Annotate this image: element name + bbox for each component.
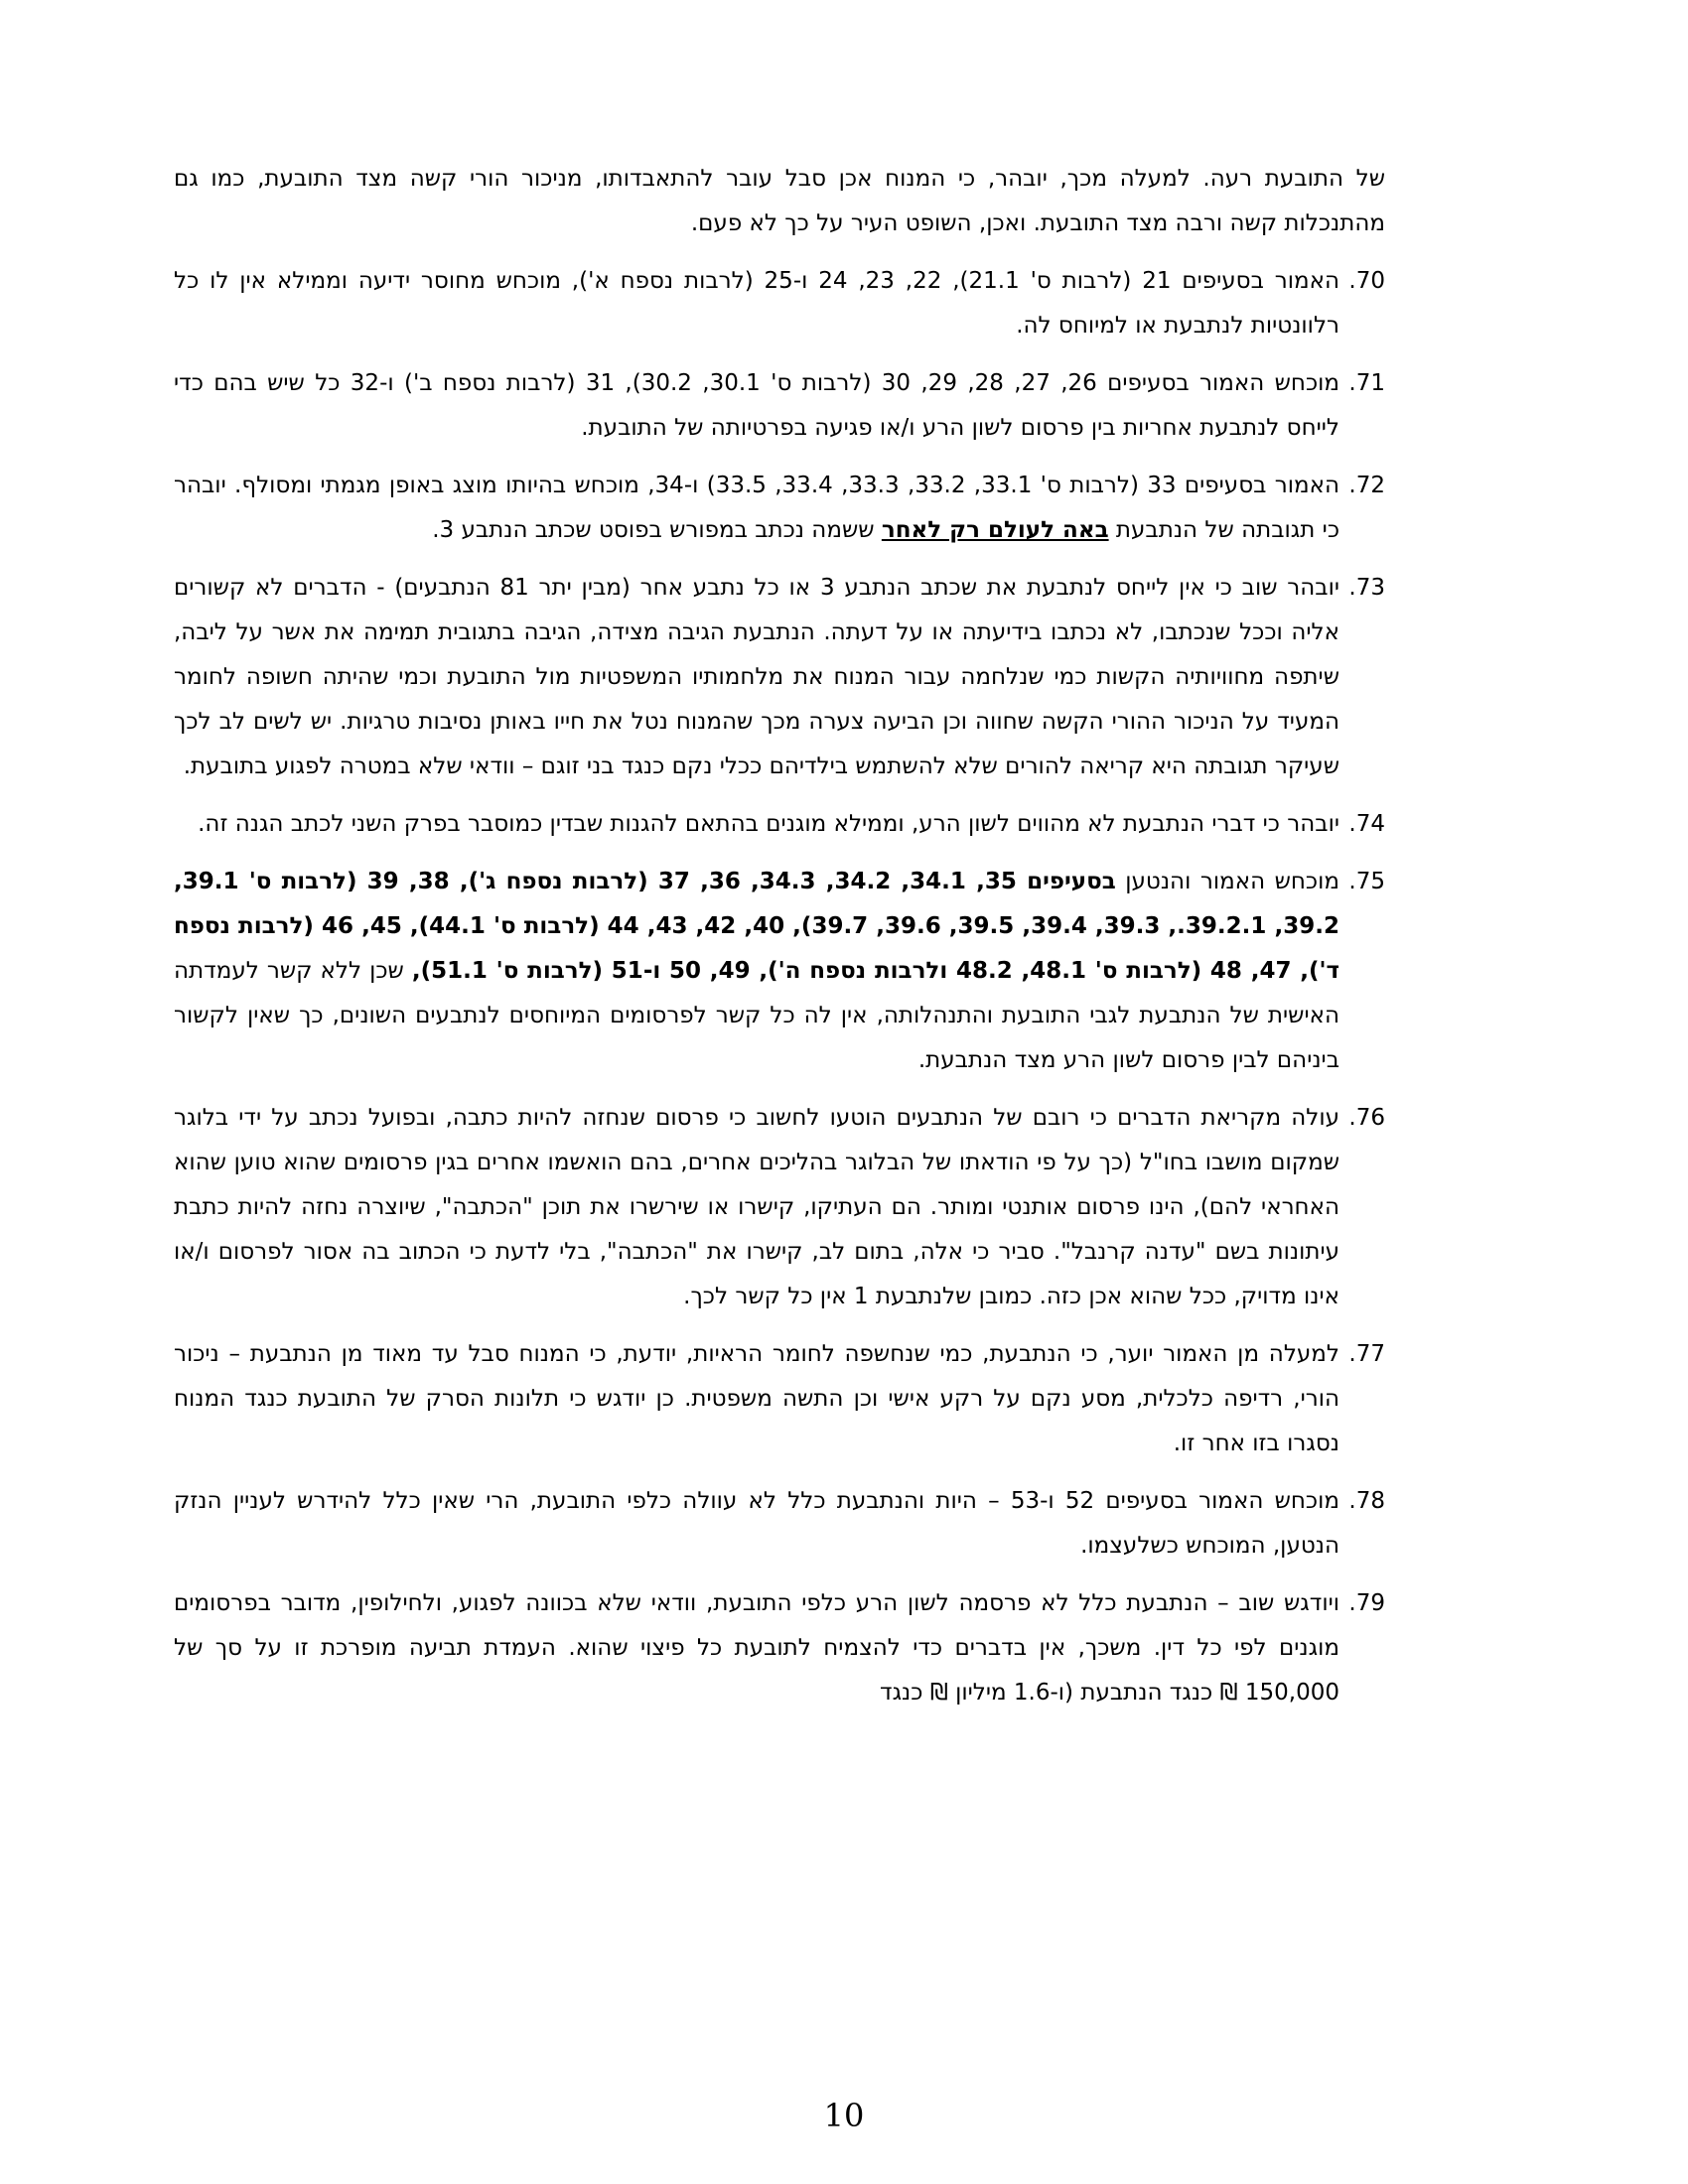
text-run: מוכחש האמור בסעיפים 26, 27, 28, 29, 30 (לרבות ס' 30.1, 30.2), 31 (לרבות נספח ב') ו-32 כל שיש בהם כדי לייחס לנתבעת אחריות בין פרסום לשון הרע ו/או פגיעה בפרטיותה של התובעת.	[174, 370, 1340, 441]
item-text	[174, 1488, 1339, 1559]
list-item-75	[174, 860, 1385, 1083]
text-run: האמור בסעיפים 21 (לרבות ס' 21.1), 22, 23, 24 ו-25 (לרבות נספח א'), מוכחש מחוסר ידיעה וממילא אין לו כל רלוונטיות לנתבעת או למיוחס לה.	[174, 268, 1339, 339]
list-item-70	[174, 259, 1385, 348]
list-item-78	[174, 1479, 1385, 1569]
emphasized-underlined-text-run: באה לעולם רק לאחר	[881, 517, 1109, 543]
text-run: יובהר שוב כי אין לייחס לנתבעת את שכתב הנתבע 3 או כל נתבע אחר (מבין יתר 81 הנתבעים) - הדברים לא קשורים אליה וככל שנכתבו, לא נכתבו בידיעתה או על דעתה. הנתבעת הגיבה מצידה, הגיבה בתגובית תמימה את אשר על ליבה, שיתפה מחוויותיה הקשות כמי שנלחמה עבור המנוח את מלחמותיו המשפטיות מול התובעת וכמי שהיתה חשופה לחומר המעיד על הניכור ההורי הקשה שחווה וכן הביעה צערה מכך שהמנוח נטל את חייו באותן נסיבות טרגיות. יש לשים לב לכך שעיקר תגובתה היא קריאה להורים שלא להשתמש בילדיהם ככלי נקם כנגד בני זוגם – וודאי שלא במטרה לפגוע בתובעת.	[174, 575, 1340, 779]
item-number: 75.	[1348, 869, 1385, 894]
text-run: של התובעת רעה. למעלה מכך, יובהר, כי המנוח אכן סבל עובר להתאבדותו, מניכור הורי קשה מצד התובעת, כמו גם מהתנכלות קשה ורבה מצד התובעת. ואכן, השופט העיר על כך לא פעם.	[174, 166, 1385, 236]
list-item-77	[174, 1332, 1385, 1466]
item-text	[198, 811, 1339, 837]
item-number: 78.	[1348, 1488, 1385, 1514]
page-number: 10	[823, 2097, 865, 2134]
item-text	[174, 166, 1385, 236]
text-run: מוכחש האמור בסעיפים 52 ו-53 – היות והנתבעת כלל לא עוולה כלפי התובעת, הרי שאין כלל להידרש לעניין הנזק הנטען, המוכחש כשלעצמו.	[174, 1488, 1339, 1559]
item-number: 72.	[1348, 473, 1385, 498]
text-run: שכן ללא קשר לעמדתה האישית של הנתבעת לגבי התובעת והתנהלותה, אין לה כל קשר לפרסומים המיוחסים לנתבעים השונים, כך שאין לקשור ביניהם לבין פרסום לשון הרע מצד הנתבעת.	[174, 958, 1339, 1073]
item-number: 76.	[1348, 1105, 1385, 1131]
item-text	[174, 1105, 1339, 1309]
list-item-76	[174, 1096, 1385, 1319]
item-text	[174, 370, 1339, 441]
list-item-79	[174, 1581, 1385, 1715]
item-text	[174, 1341, 1339, 1456]
continuation-paragraph	[174, 157, 1385, 246]
text-run: ששמה נכתב במפורש בפוסט שכתב הנתבע 3.	[432, 517, 882, 543]
document-content	[174, 157, 1385, 1715]
item-text	[174, 869, 1339, 1073]
list-item-72	[174, 464, 1385, 553]
item-number: 79.	[1348, 1590, 1385, 1616]
item-number: 77.	[1348, 1341, 1385, 1367]
list-item-71	[174, 361, 1385, 451]
list-item-74	[174, 802, 1385, 847]
text-run: למעלה מן האמור יוער, כי הנתבעת, כמי שנחשפה לחומר הראיות, יודעת, כי המנוח סבל עד מאוד מן הנתבעת – ניכור הורי, רדיפה כלכלית, מסע נקם על רקע אישי וכן התשה משפטית. כן יודגש כי תלונות הסרק של התובעת כנגד המנוח נסגרו בזו אחר זו.	[174, 1341, 1339, 1456]
item-text	[174, 268, 1339, 339]
list-item-73	[174, 566, 1385, 789]
item-text	[174, 473, 1339, 543]
item-number: 73.	[1348, 575, 1385, 601]
text-run: עולה מקריאת הדברים כי רובם של הנתבעים הוטעו לחשוב כי פרסום שנחזה להיות כתבה, ובפועל נכתב על ידי בלוגר שמקום מושבו בחו"ל (כך על פי הודאתו של הבלוגר בהליכים אחרים, בהם הואשמו אחרים בגין פרסומים שהוא טוען שהוא האחראי להם), הינו פרסום אותנטי ומותר. הם העתיקו, קישרו או שירשרו את תוכן "הכתבה", שיוצרה נחזה להיות כתבת עיתונות בשם "עדנה קרנבל". סביר כי אלה, בתום לב, קישרו את "הכתבה", בלי לדעת כי הכתוב בה אסור לפרסום ו/או אינו מדויק, ככל שהוא אכן כזה. כמובן שלנתבעת 1 אין כל קשר לכך.	[174, 1105, 1339, 1309]
bold-text-run: בסעיפים 35, 34.1, 34.2, 34.3, 36, 37 (לרבות נספח ג'), 38, 39 (לרבות ס' 39.1, 39.2, 39.2.1., 39.3, 39.4, 39.5, 39.6, 39.7), 40, 42, 43, 44 (לרבות ס' 44.1), 45, 46 (לרבות נספח ד'), 47, 48 (לרבות ס' 48.1, 48.2 ולרבות נספח ה'), 49, 50 ו-51 (לרבות ס' 51.1),	[174, 869, 1340, 984]
item-text	[174, 1590, 1339, 1706]
text-run: יובהר כי דברי הנתבעת לא מהווים לשון הרע, וממילא מוגנים בהתאם להגנות שבדין כמוסבר בפרק השני לכתב הגנה זה.	[198, 811, 1339, 837]
text-run: ויודגש שוב – הנתבעת כלל לא פרסמה לשון הרע כלפי התובעת, וודאי שלא בכוונה לפגוע, ולחילופין, מדובר בפרסומים מוגנים לפי כל דין. משכך, אין בדברים כדי להצמיח לתובעת כל פיצוי שהוא. העמדת תביעה מופרכת זו על סך של 150,000 ₪ כנגד הנתבעת (ו-1.6 מיליון ₪ כנגד	[174, 1590, 1339, 1706]
item-number: 70.	[1348, 268, 1385, 294]
item-number: 74.	[1348, 811, 1385, 837]
item-number: 71.	[1348, 370, 1385, 396]
text-run: האמור בסעיפים 33 (לרבות ס' 33.1, 33.2, 33.3, 33.4, 33.5) ו-34, מוכחש בהיותו מוצג באופן מגמתי ומסולף. יובהר כי תגובתה של הנתבעת	[174, 473, 1340, 543]
text-run: מוכחש האמור והנטען	[1115, 869, 1339, 894]
item-text	[174, 575, 1339, 779]
